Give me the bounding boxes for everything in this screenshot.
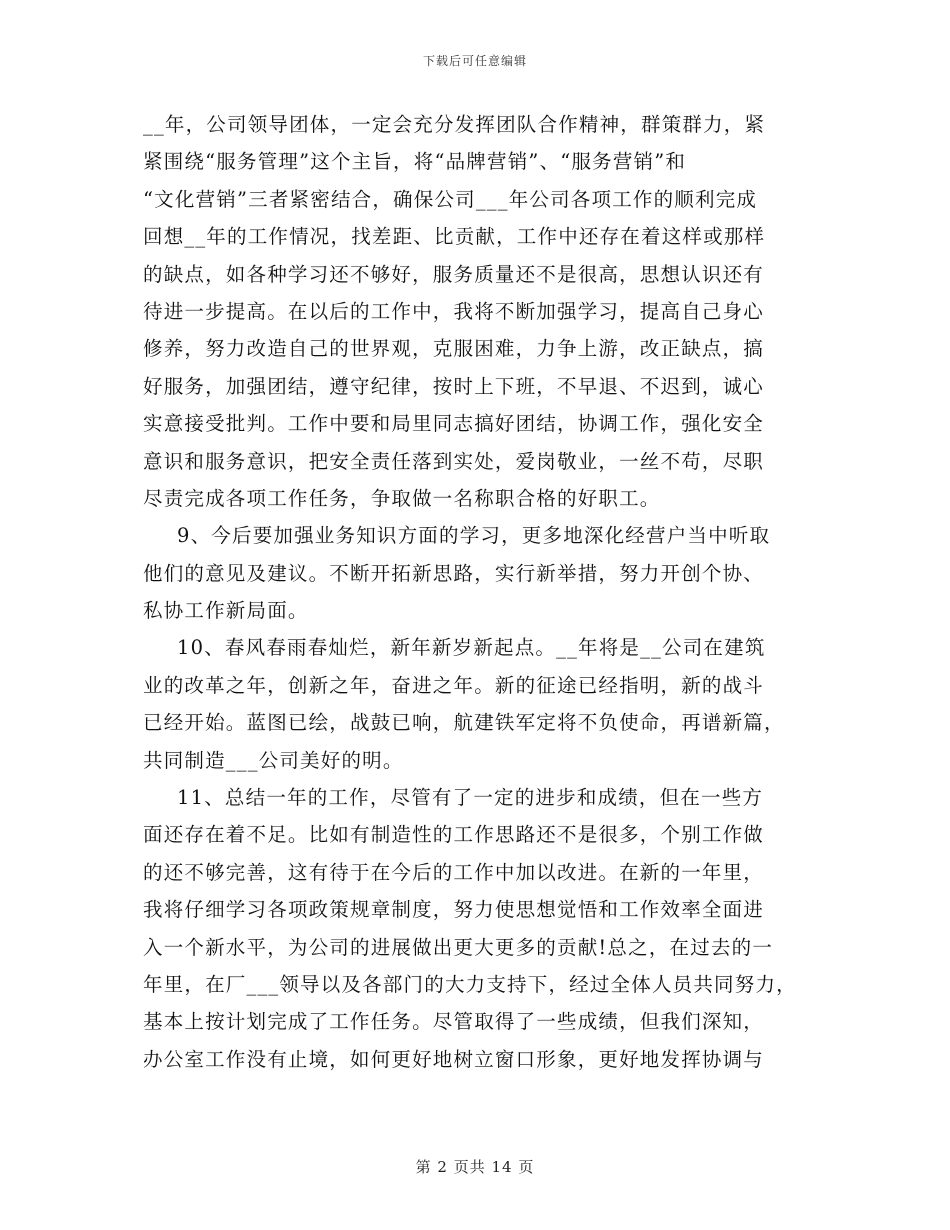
text-line: 待进一步提高。在以后的工作中，我将不断加强学习，提高自己身心: [143, 299, 765, 323]
text-line: “文化营销”三者紧密结合，确保公司___年公司各项工作的顺利完成: [143, 187, 758, 211]
text-line: 基本上按计划完成了工作任务。尽管取得了一些成绩，但我们深知，: [143, 1010, 765, 1034]
page-number: 第 2 页共 14 页: [415, 1158, 535, 1176]
text-line: 9、今后要加强业务知识方面的学习，更多地深化经营户当中听取: [177, 524, 771, 548]
text-line: 面还存在着不足。比如有制造性的工作思路还不是很多，个别工作做: [143, 823, 765, 847]
text-line: 办公室工作没有止境，如何更好地树立窗口形象，更好地发挥协调与: [143, 1047, 765, 1071]
text-line: 尽责完成各项工作任务，争取做一名称职合格的好职工。: [143, 486, 661, 510]
text-line: __年，公司领导团体，一定会充分发挥团队合作精神，群策群力，紧: [143, 113, 766, 136]
text-line: 我将仔细学习各项政策规章制度，努力使思想觉悟和工作效率全面进: [143, 898, 765, 922]
text-line: 入一个新水平，为公司的进展做出更大更多的贡献!总之，在过去的一: [143, 935, 774, 959]
text-line: 业的改革之年，创新之年，奋进之年。新的征途已经指明，新的战斗: [143, 673, 765, 697]
text-line: 的缺点，如各种学习还不够好，服务质量还不是很高，思想认识还有: [143, 262, 765, 286]
text-line: 回想__年的工作情况，找差距、比贡献，工作中还存在着这样或那样: [143, 225, 766, 249]
text-line: 意识和服务意识，把安全责任落到实处，爱岗敬业，一丝不苟，尽职: [143, 449, 765, 473]
text-line: 11、总结一年的工作，尽管有了一定的进步和成绩，但在一些方: [177, 786, 764, 810]
text-line: 10、春风春雨春灿烂，新年新岁新起点。__年将是__公司在建筑: [177, 636, 766, 660]
text-line: 的还不够完善，这有待于在今后的工作中加以改进。在新的一年里，: [143, 860, 765, 884]
text-line: 私协工作新局面。: [143, 599, 309, 623]
text-line: 好服务，加强团结，遵守纪律，按时上下班，不早退、不迟到，诚心: [143, 374, 765, 398]
text-line: 已经开始。蓝图已绘，战鼓已响，航建铁军定将不负使命，再谱新篇，: [143, 711, 785, 735]
document-body: [143, 106, 823, 1078]
text-line: 实意接受批判。工作中要和局里同志搞好团结，协调工作，强化安全: [143, 412, 765, 436]
text-line: 紧围绕“服务管理”这个主旨，将“品牌营销”、“服务营销”和: [143, 150, 687, 174]
page-header: 下载后可任意编辑: [422, 54, 527, 68]
text-line: 共同制造___公司美好的明。: [143, 748, 404, 772]
text-line: 修养，努力改造自己的世界观，克服困难，力争上游，改正缺点，搞: [143, 337, 765, 361]
text-line: 年里，在厂___领导以及各部门的大力支持下，经过全体人员共同努力，: [143, 972, 797, 996]
text-line: 他们的意见及建议。不断开拓新思路，实行新举措，努力开创个协、: [143, 561, 765, 585]
